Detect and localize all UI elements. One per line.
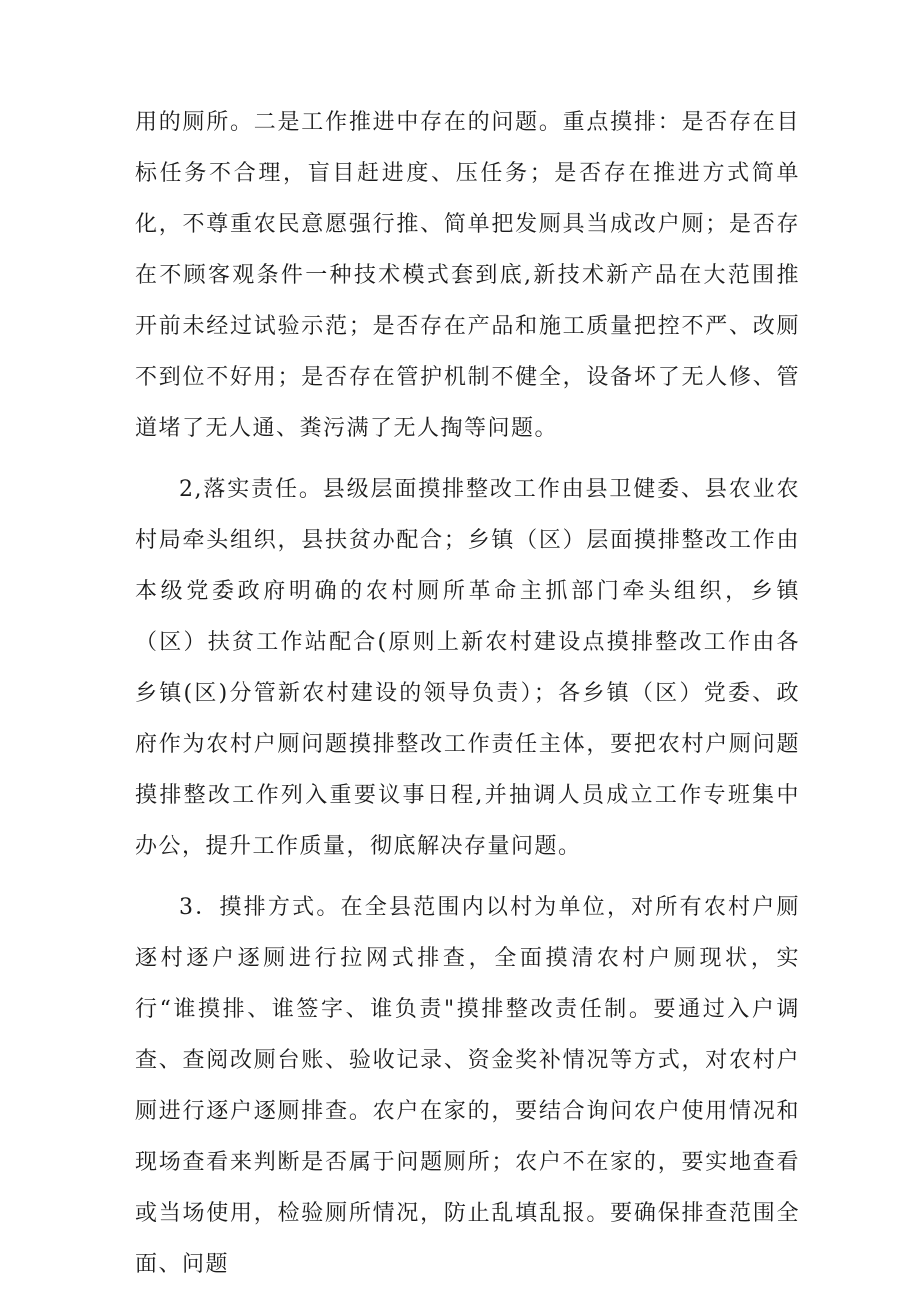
- paragraph-method: 3．摸排方式。在全县范围内以村为单位，对所有农村户厕逐村逐户逐厕进行拉网式排查，全面摸清农村户厕现状，实行“谁摸排、谁签字、谁负责"摸排整改责任制。要通过入户调查、查阅改厕台账、验收记录、资金奖补情况等方式，对农村户厕进行逐户逐厕排查。农户在家的，要结合询问农户使用情况和现场查看来判断是否属于问题厕所；农户不在家的，要实地查看或当场使用，检验厕所情况，防止乱填乱报。要确保排查范围全面、问题: [135, 895, 800, 1277]
- paragraph-continuation: 用的厕所。二是工作推进中存在的问题。重点摸排：是否存在目标任务不合理，盲目赶进度、压任务；是否存在推进方式简单化，不尊重农民意愿强行推、简单把发厕具当成改户厕；是否存在不顾客观条件一种技术模式套到底,新技术新产品在大范围推开前未经过试验示范；是否存在产品和施工质量把控不严、改厕不到位不好用；是否存在管护机制不健全，设备坏了无人修、管道堵了无人通、粪污满了无人掏等问题。: [135, 110, 800, 441]
- document-body: [135, 97, 800, 1290]
- paragraph-responsibility: 2,落实责任。县级层面摸排整改工作由县卫健委、县农业农村局牵头组织，县扶贫办配合；乡镇（区）层面摸排整改工作由本级党委政府明确的农村厕所革命主抓部门牵头组织，乡镇（区）扶贫工作站配合(原则上新农村建设点摸排整改工作由各乡镇(区)分管新农村建设的领导负责）；各乡镇（区）党委、政府作为农村户厕问题摸排整改工作责任主体，要把农村户厕问题摸排整改工作列入重要议事日程,并抽调人员成立工作专班集中办公，提升工作质量，彻底解决存量问题。: [135, 477, 800, 859]
